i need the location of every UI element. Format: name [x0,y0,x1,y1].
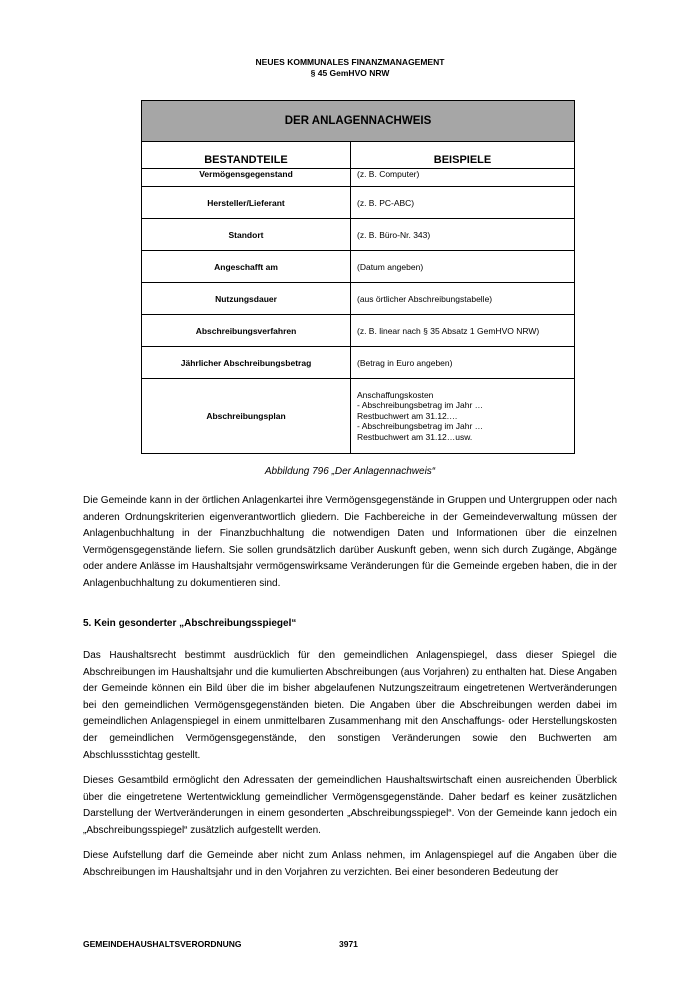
page-number: 3971 [339,939,358,949]
plan-line: Restbuchwert am 31.12.… [357,410,458,421]
plan-line: - Abschreibungsbetrag im Jahr … [357,421,484,432]
anlagennachweis-table [141,100,575,454]
row-label: Hersteller/Lieferant [142,187,351,219]
body-paragraph-3: Dieses Gesamtbild ermöglicht den Adressaten der gemeindlichen Haushaltswirtschaft einen ausreichenden Überblick über die eingetretene Wertentwicklung gemeindlicher Vermögensgegenstände. Daher bedarf es keiner zusätzlichen Darstellung der Wertveränderungen in einem gesonderten „Abschreibungsspiegel“. Von der Gemeinde kann jedoch ein „Abschreibungsspiegel“ zusätzlich aufgestellt werden. [83,775,617,836]
row-example: (z. B. linear nach § 35 Absatz 1 GemHVO NRW) [351,315,575,347]
table-row [142,219,575,251]
table-row [142,169,575,187]
table-row [142,251,575,283]
row-label: Nutzungsdauer [142,283,351,315]
row-example: (z. B. Computer) [351,169,575,187]
row-label: Jährlicher Abschreibungsbetrag [142,347,351,379]
figure-caption: Abbildung 796 „Der Anlagennachweis“ [264,466,436,477]
row-label: Angeschafft am [142,251,351,283]
row-label: Vermögensgegenstand [142,169,351,187]
row-example: (aus örtlicher Abschreibungstabelle) [351,283,575,315]
row-label: Standort [142,219,351,251]
header-subtitle: § 45 GemHVO NRW [310,68,390,78]
table-row [142,315,575,347]
table-row [142,283,575,315]
row-label: Abschreibungsplan [142,379,351,454]
body-paragraph-2: Das Haushaltsrecht bestimmt ausdrücklich für den gemeindlichen Anlagenspiegel, dass dieser Spiegel die Abschreibungen im Haushaltsjahr und die kumulierten Abschreibungen (aus Vorjahren) zu enthalten hat. Diese Angaben der Gemeinde können ein Bild über die im bisher abgelaufenen Nutzungszeitraum eingetretenen Wertveränderungen bei den gemeindlichen Vermögensgegenständen bieten. Die Angaben über die Abschreibungen werden dabei im gemeindlichen Anlagenspiegel in einem unmittelbaren Zusammenhang mit den Anschaffungs- oder Herstellungskosten der gemeindlichen Vermögensgegenstände, den sonstigen Veränderungen sowie den Buchwerten am Abschlussstichtag gestellt. [83,650,617,761]
row-example: (Betrag in Euro angeben) [351,347,575,379]
table-title: DER ANLAGENNACHWEIS [142,101,575,142]
table-row [142,347,575,379]
page-header [0,57,700,79]
section-heading: 5. Kein gesonderter „Abschreibungsspiegel“ [83,618,297,629]
plan-line: - Abschreibungsbetrag im Jahr … [357,400,484,411]
row-example: (Datum angeben) [351,251,575,283]
plan-example [351,379,575,454]
plan-line: Restbuchwert am 31.12…usw. [357,431,473,442]
body-paragraph-4: Diese Aufstellung darf die Gemeinde aber nicht zum Anlass nehmen, im Anlagenspiegel auf die Angaben über die Abschreibungen im Haushaltsjahr und in den Vorjahren zu verzichten. Bei einer besonderen Bedeutung der [83,850,617,878]
table-row [142,187,575,219]
plan-line: Anschaffungskosten [357,389,434,400]
table-row-abschreibungsplan [142,379,575,454]
column-header-beispiele: BEISPIELE [351,142,575,169]
row-example: (z. B. PC-ABC) [351,187,575,219]
header-title: NEUES KOMMUNALES FINANZMANAGEMENT [255,57,445,67]
column-header-bestandteile: BESTANDTEILE [142,142,351,169]
row-example: (z. B. Büro-Nr. 343) [351,219,575,251]
body-paragraph-1: Die Gemeinde kann in der örtlichen Anlagenkartei ihre Vermögensgegenstände in Gruppen und Untergruppen oder nach anderen Ordnungskriterien eigenverantwortlich gliedern. Die Fachbereiche in der Gemeindeverwaltung müssen der Anlagenbuchhaltung in der Finanzbuchhaltung die notwendigen Daten und Informationen über die einzelnen Vermögensgegenstände liefern. Sie sollen grundsätzlich darüber Auskunft geben, wenn sich durch Zugänge, Abgänge oder andere Anlässe im Haushaltsjahr vermögenswirksame Veränderungen für die Gemeinde ergeben haben, die in der Anlagenbuchhaltung zu dokumentieren sind. [83,495,617,589]
footer-title: GEMEINDEHAUSHALTSVERORDNUNG [83,939,242,949]
row-label: Abschreibungsverfahren [142,315,351,347]
